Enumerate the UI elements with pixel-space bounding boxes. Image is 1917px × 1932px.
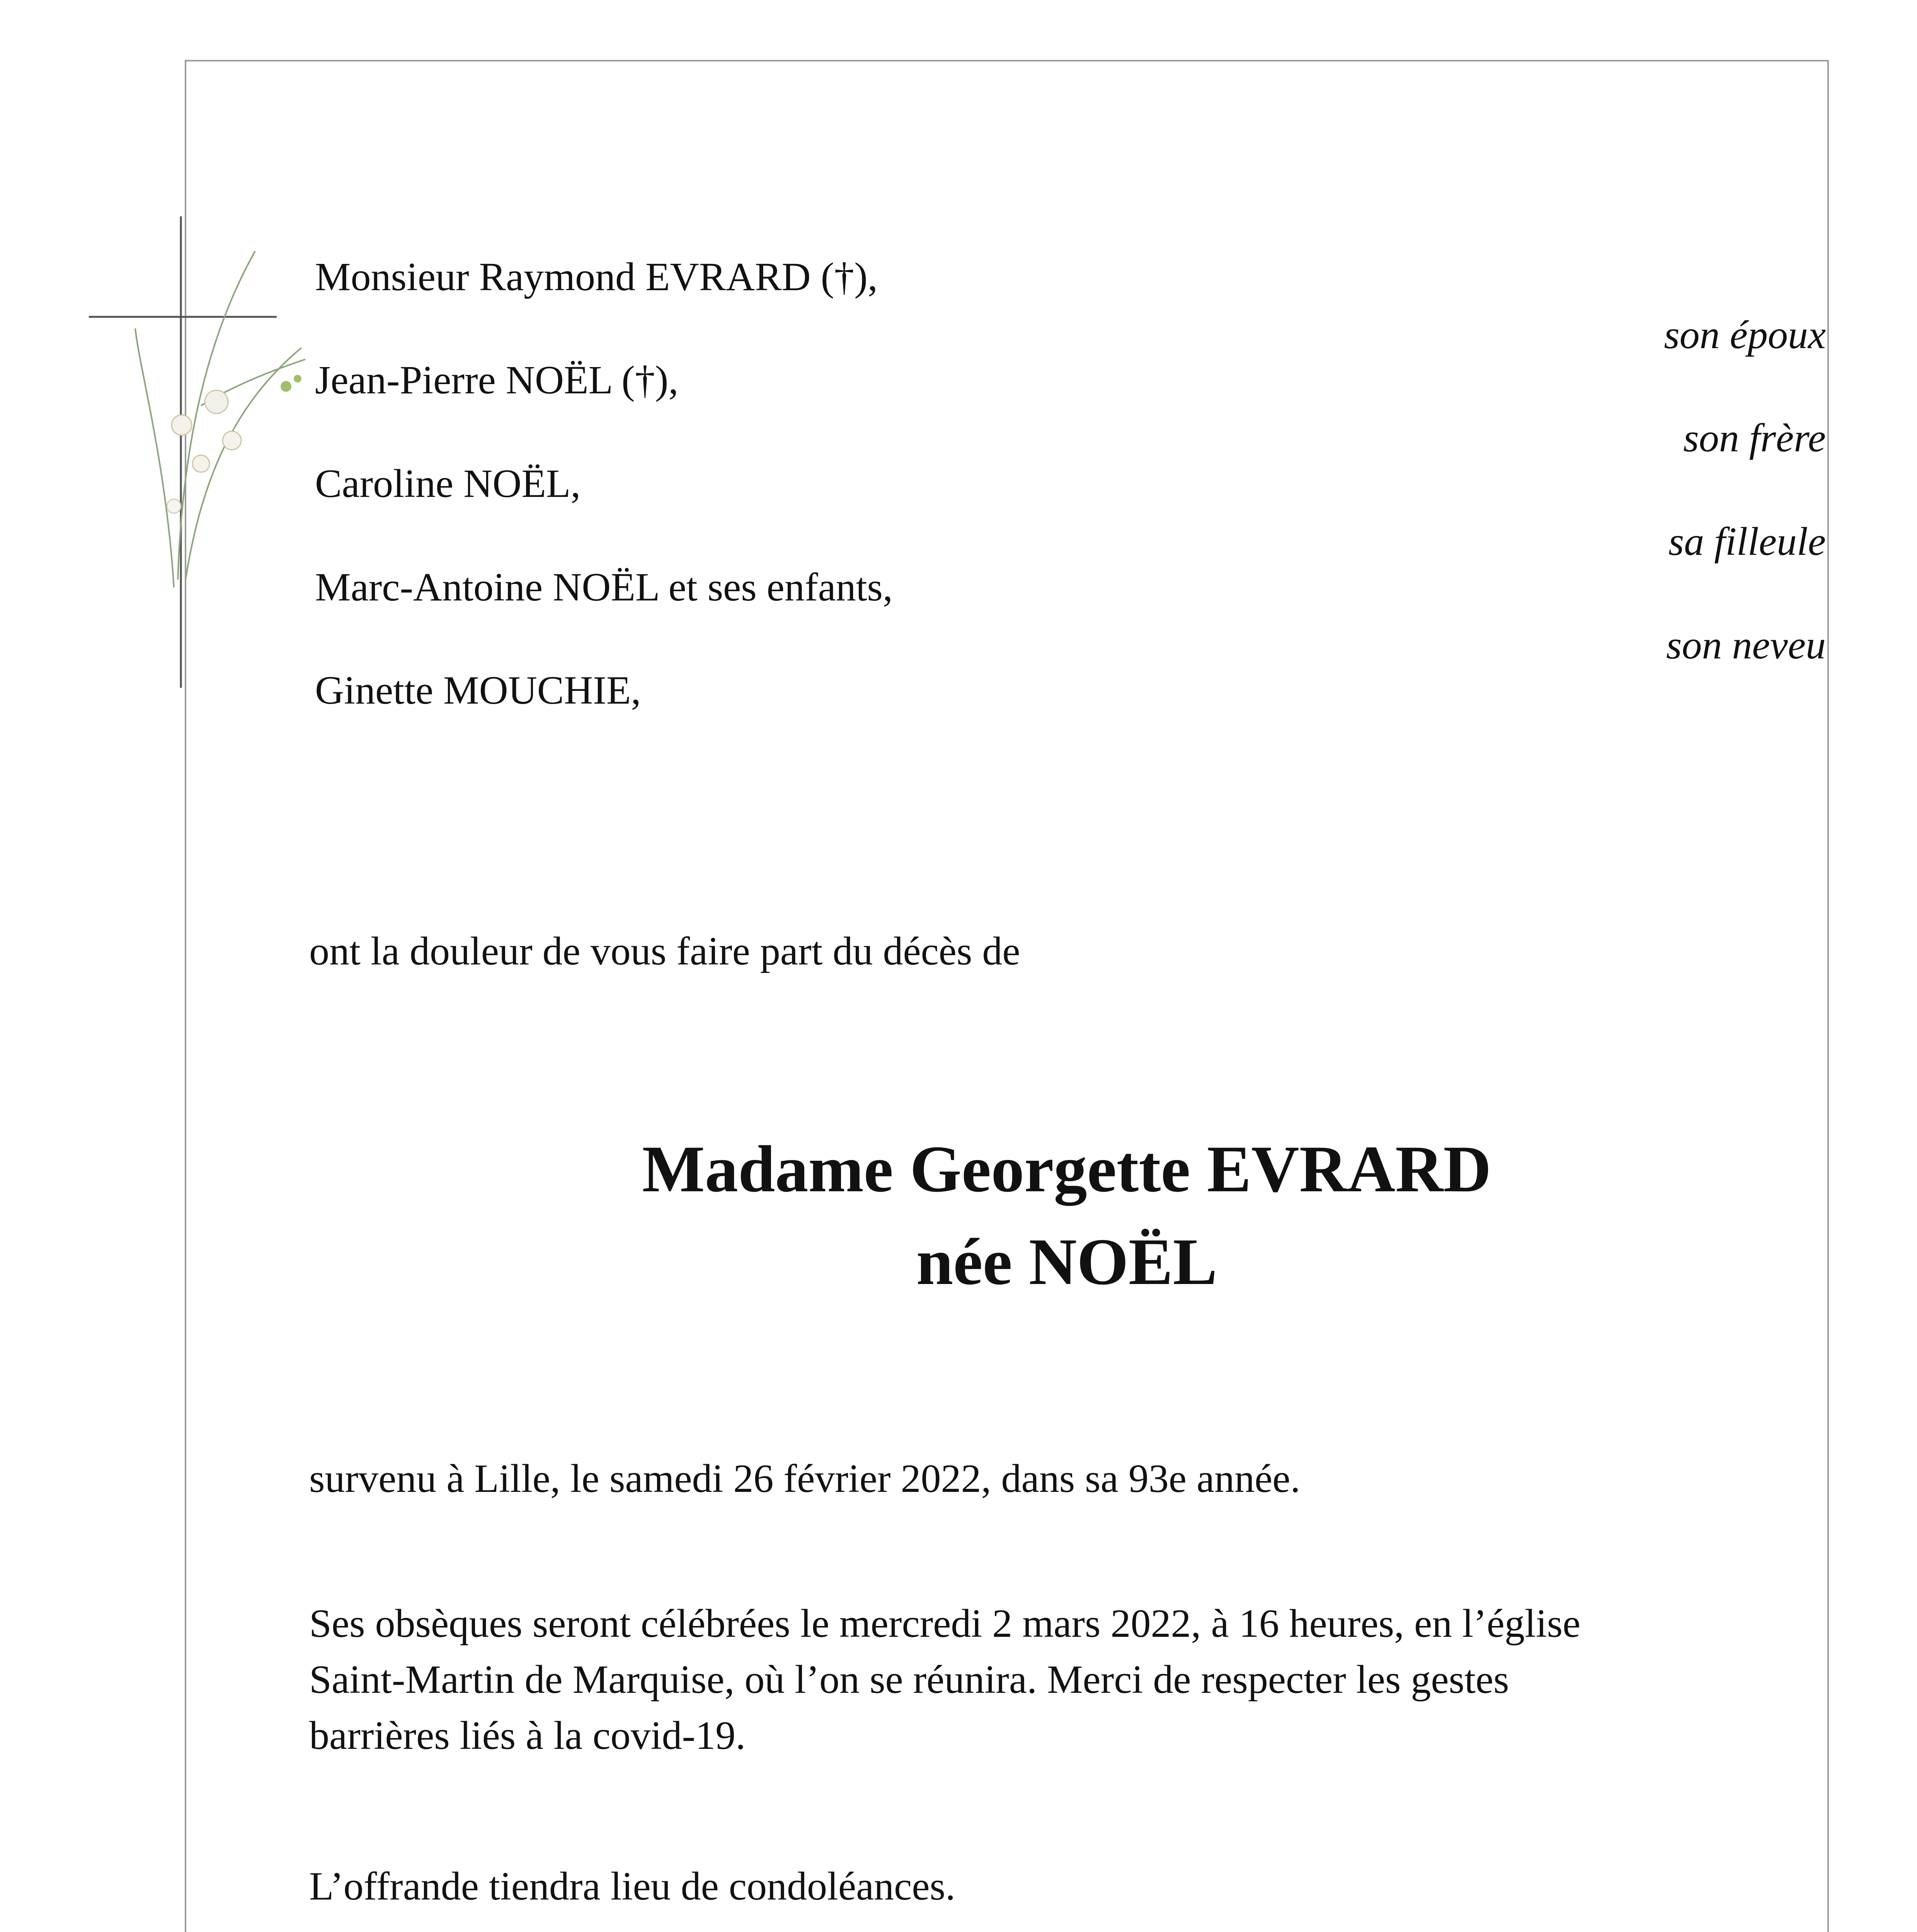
family-member: Jean-Pierre NOËL (†), xyxy=(315,358,679,402)
death-info-text: survenu à Lille, le samedi 26 février 2022, dans sa 93e année. xyxy=(309,1456,1301,1501)
family-member: Monsieur Raymond EVRARD (†), xyxy=(315,255,878,299)
family-member: Ginette MOUCHIE, xyxy=(315,668,641,713)
family-relation: son époux xyxy=(1664,313,1826,357)
announcement-text: ont la douleur de vous faire part du décès de xyxy=(309,929,1020,973)
funeral-line: Ses obsèques seront célébrées le mercredi 2 mars 2022, à 16 heures, en l’église xyxy=(309,1601,1581,1646)
deceased-name: Madame Georgette EVRARD xyxy=(642,1133,1491,1206)
funeral-line: barrières liés à la covid-19. xyxy=(309,1713,746,1758)
offering-text: L’offrande tiendra lieu de condoléances. xyxy=(309,1864,955,1908)
family-member: Caroline NOËL, xyxy=(315,461,581,506)
funeral-line: Saint-Martin de Marquise, où l’on se réunira. Merci de respecter les gestes xyxy=(309,1657,1509,1702)
family-relation: son neveu xyxy=(1666,623,1826,667)
family-relation: sa filleule xyxy=(1668,519,1826,564)
family-relation: son frère xyxy=(1683,416,1826,460)
deceased-maiden-name: née NOËL xyxy=(916,1225,1217,1299)
family-member: Marc-Antoine NOËL et ses enfants, xyxy=(315,565,893,609)
